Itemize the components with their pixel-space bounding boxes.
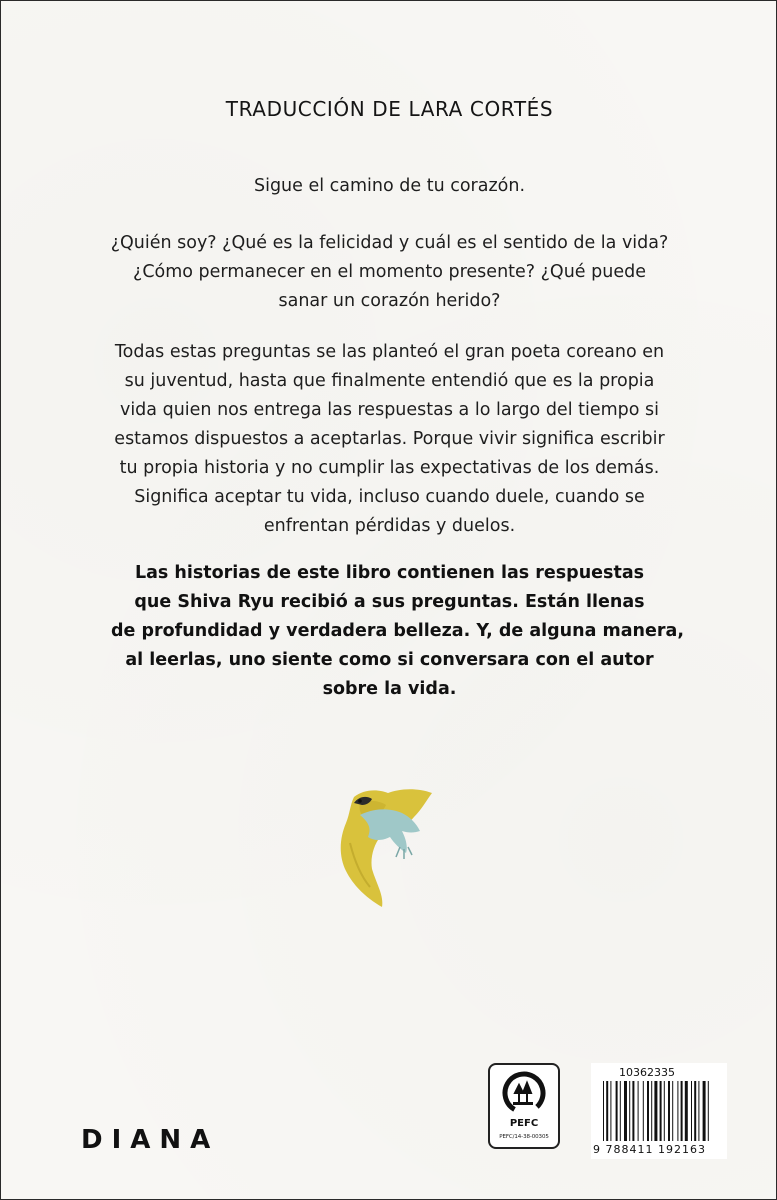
barcode (591, 1063, 727, 1159)
questions-paragraph (81, 229, 698, 316)
bird-illustration (336, 783, 436, 911)
highlight-line: al leerlas, uno siente como si conversara con el autor (125, 650, 654, 670)
pefc-code: PEFC/14-38-00305 (499, 1134, 549, 1140)
questions-line: ¿Quién soy? ¿Qué es la felicidad y cuál es el sentido de la vida? (110, 233, 669, 253)
body-line: vida quien nos entrega las respuestas a lo largo del tiempo si (119, 400, 660, 420)
body-line: enfrentan pérdidas y duelos. (263, 516, 516, 536)
barcode-reference: 10362335 (619, 1066, 675, 1079)
body-line: Significa aceptar tu vida, incluso cuando duele, cuando se (134, 487, 645, 507)
highlight-line: Las historias de este libro contienen las respuestas (134, 563, 645, 583)
body-line: Todas estas preguntas se las planteó el gran poeta coreano en (114, 342, 665, 362)
body-line: su juventud, hasta que finalmente entendió que es la propia (124, 371, 655, 391)
highlight-line: sobre la vida. (322, 679, 457, 699)
questions-line: ¿Cómo permanecer en el momento presente? ¿Qué puede (133, 262, 646, 282)
isbn-digits: 9 788411 192163 (593, 1143, 706, 1156)
pefc-label: PEFC (509, 1118, 539, 1129)
tagline: Sigue el camino de tu corazón. (253, 176, 526, 196)
publisher-logo: DIANA (81, 1125, 220, 1155)
body-line: tu propia historia y no cumplir las expectativas de los demás. (119, 458, 660, 478)
barcode-bars (601, 1081, 725, 1143)
translator-credit: TRADUCCIÓN DE LARA CORTÉS (225, 97, 554, 121)
highlight-paragraph (111, 559, 684, 704)
body-paragraph (81, 338, 698, 541)
pefc-badge (488, 1063, 560, 1149)
questions-line: sanar un corazón herido? (278, 291, 501, 311)
body-line: estamos dispuestos a aceptarlas. Porque vivir significa escribir (114, 429, 665, 449)
highlight-line: que Shiva Ryu recibió a sus preguntas. Están llenas (134, 592, 645, 612)
pefc-tree-icon (501, 1071, 547, 1115)
highlight-line: de profundidad y verdadera belleza. Y, de alguna manera, (111, 621, 684, 641)
